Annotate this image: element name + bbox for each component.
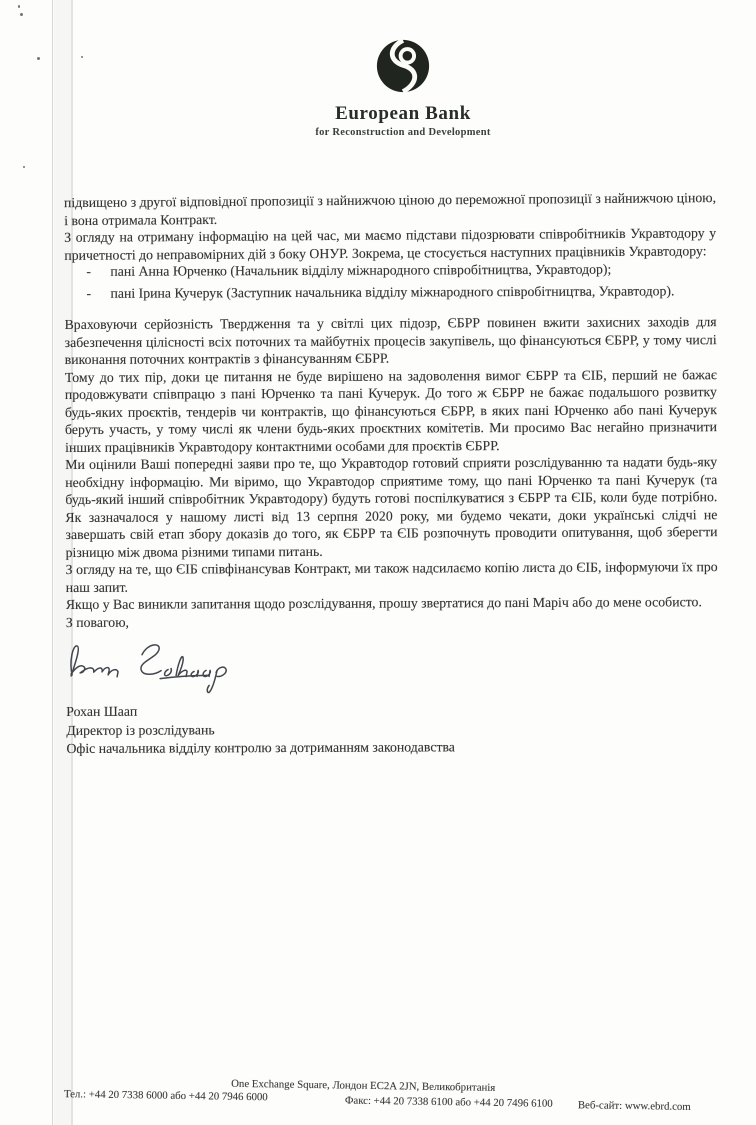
letter-footer (0, 1072, 756, 1124)
scan-speck (18, 5, 20, 8)
letter-body (64, 190, 718, 758)
footer-fax: Факс: +44 20 7338 6100 або +44 20 7496 6100 (344, 1094, 553, 1110)
scan-speck (20, 13, 23, 16)
footer-website: Веб-сайт: www.ebrd.com (577, 1099, 691, 1113)
handwritten-signature-icon (60, 632, 260, 699)
letter-paragraph: Враховуючи серйозність Твердження та у світлі цих підозр, ЄБРР повинен вжити захисних заходів для забезпечення цілісності всіх поточних та майбутніх процесів закупівель, що фінансуються ЄБРР, у тому числі виконання поточних контрактів з фінансуванням ЄБРР. (64, 314, 717, 367)
scan-speck (23, 166, 25, 168)
bullet-dash: - (86, 285, 92, 301)
letter-paragraph: Ми оцінили Ваші попередні заяви про те, що Укравтодор готовий сприяти розслідуванню та надати будь-яку необхідну інформацію. Ми віримо, що Укравтодор сприятиме тому, що пані Юрченко та пані Кучерук (та будь-який інший співробітник Укравтодору) будуть готові поспілкуватися з ЄБРР та ЄІБ, коли буде потрібно. Як зазначалося у нашому листі від 13 серпня 2020 року, ми будемо чекати, доки українські слідчі не завершать свій етап збору доказів до того, як ЄБРР та ЄІБ розпочнуть проводити опитування, щоб зберегти різницю між двома різними типами питань. (65, 454, 718, 560)
signer-office: Офіс начальника відділу контролю за дотриманням законодавства (66, 739, 455, 756)
list-item-text: пані Анна Юрченко (Начальник відділу міжнародного співробітництва, Укравтодор); (110, 261, 612, 279)
letter-paragraph: З огляду на отриману інформацію на цей час, ми маємо підстави підозрювати співробітників Укравтодору у причетності до неправомірних дій з боку ОНУР. Зокрема, це стосується наступних працівників Укравтодору: (64, 225, 717, 263)
list-item-text: пані Ірина Кучерук (Заступник начальника відділу міжнародного співробітництва, Укравтодор). (110, 282, 675, 301)
scan-speck (37, 57, 40, 60)
list-item (64, 260, 716, 280)
letter-paragraph: З огляду на те, що ЄІБ співфінансував Контракт, ми також надсилаємо копію листа до ЄІБ, інформуючи їх про наш запит. (65, 559, 718, 595)
signature-area (66, 628, 718, 703)
signature-block (66, 700, 718, 758)
suspects-list (64, 260, 716, 302)
scan-artifact-line (52, 0, 53, 1125)
footer-telephone: Тел.: +44 20 7338 6000 або +44 20 7946 6000 (63, 1088, 268, 1104)
list-item (64, 282, 716, 302)
signer-name: Рохан Шаап (66, 703, 138, 719)
ebrd-logo-icon (374, 36, 432, 96)
letter-paragraph: Тому до тих пір, доки це питання не буде вирішено на задоволення вимог ЄБРР та ЄІБ, перший не бажає продовжувати співпрацю з пані Юрченко та пані Кучерук. До того ж ЄБРР не бажає подальшого розвитку будь-яких проєктів, тендерів чи контрактів, що фінансуються ЄБРР, в яких пані Юрченко або пані Кучерук беруть участь, у тому числі як члени будь-яких проєктних комітетів. Ми просимо Вас негайно призначити інших працівників Укравтодору контактними особами для проєктів ЄБРР. (64, 366, 718, 455)
letter-paragraph: підвищено з другої відповідної пропозиції з найнижчою ціною до переможної пропозиції з найнижчою ціною, і вона отримала Контракт. (63, 190, 717, 228)
footer-address: One Exchange Square, Лондон EC2A 2JN, Великобританія (231, 1077, 496, 1094)
letter-paragraph: Якщо у Вас виникли запитання щодо розслідування, прошу звертатися до пані Маріч або до мене особисто. (65, 594, 702, 612)
bullet-dash: - (86, 263, 91, 279)
scan-speck (81, 56, 83, 58)
bank-name: European Bank (335, 103, 471, 124)
closing-salutation: З повагою, (65, 614, 129, 630)
letterhead (243, 36, 563, 139)
bank-tagline: for Reconstruction and Development (315, 127, 491, 138)
signer-title: Директор із розслідувань (66, 721, 215, 738)
